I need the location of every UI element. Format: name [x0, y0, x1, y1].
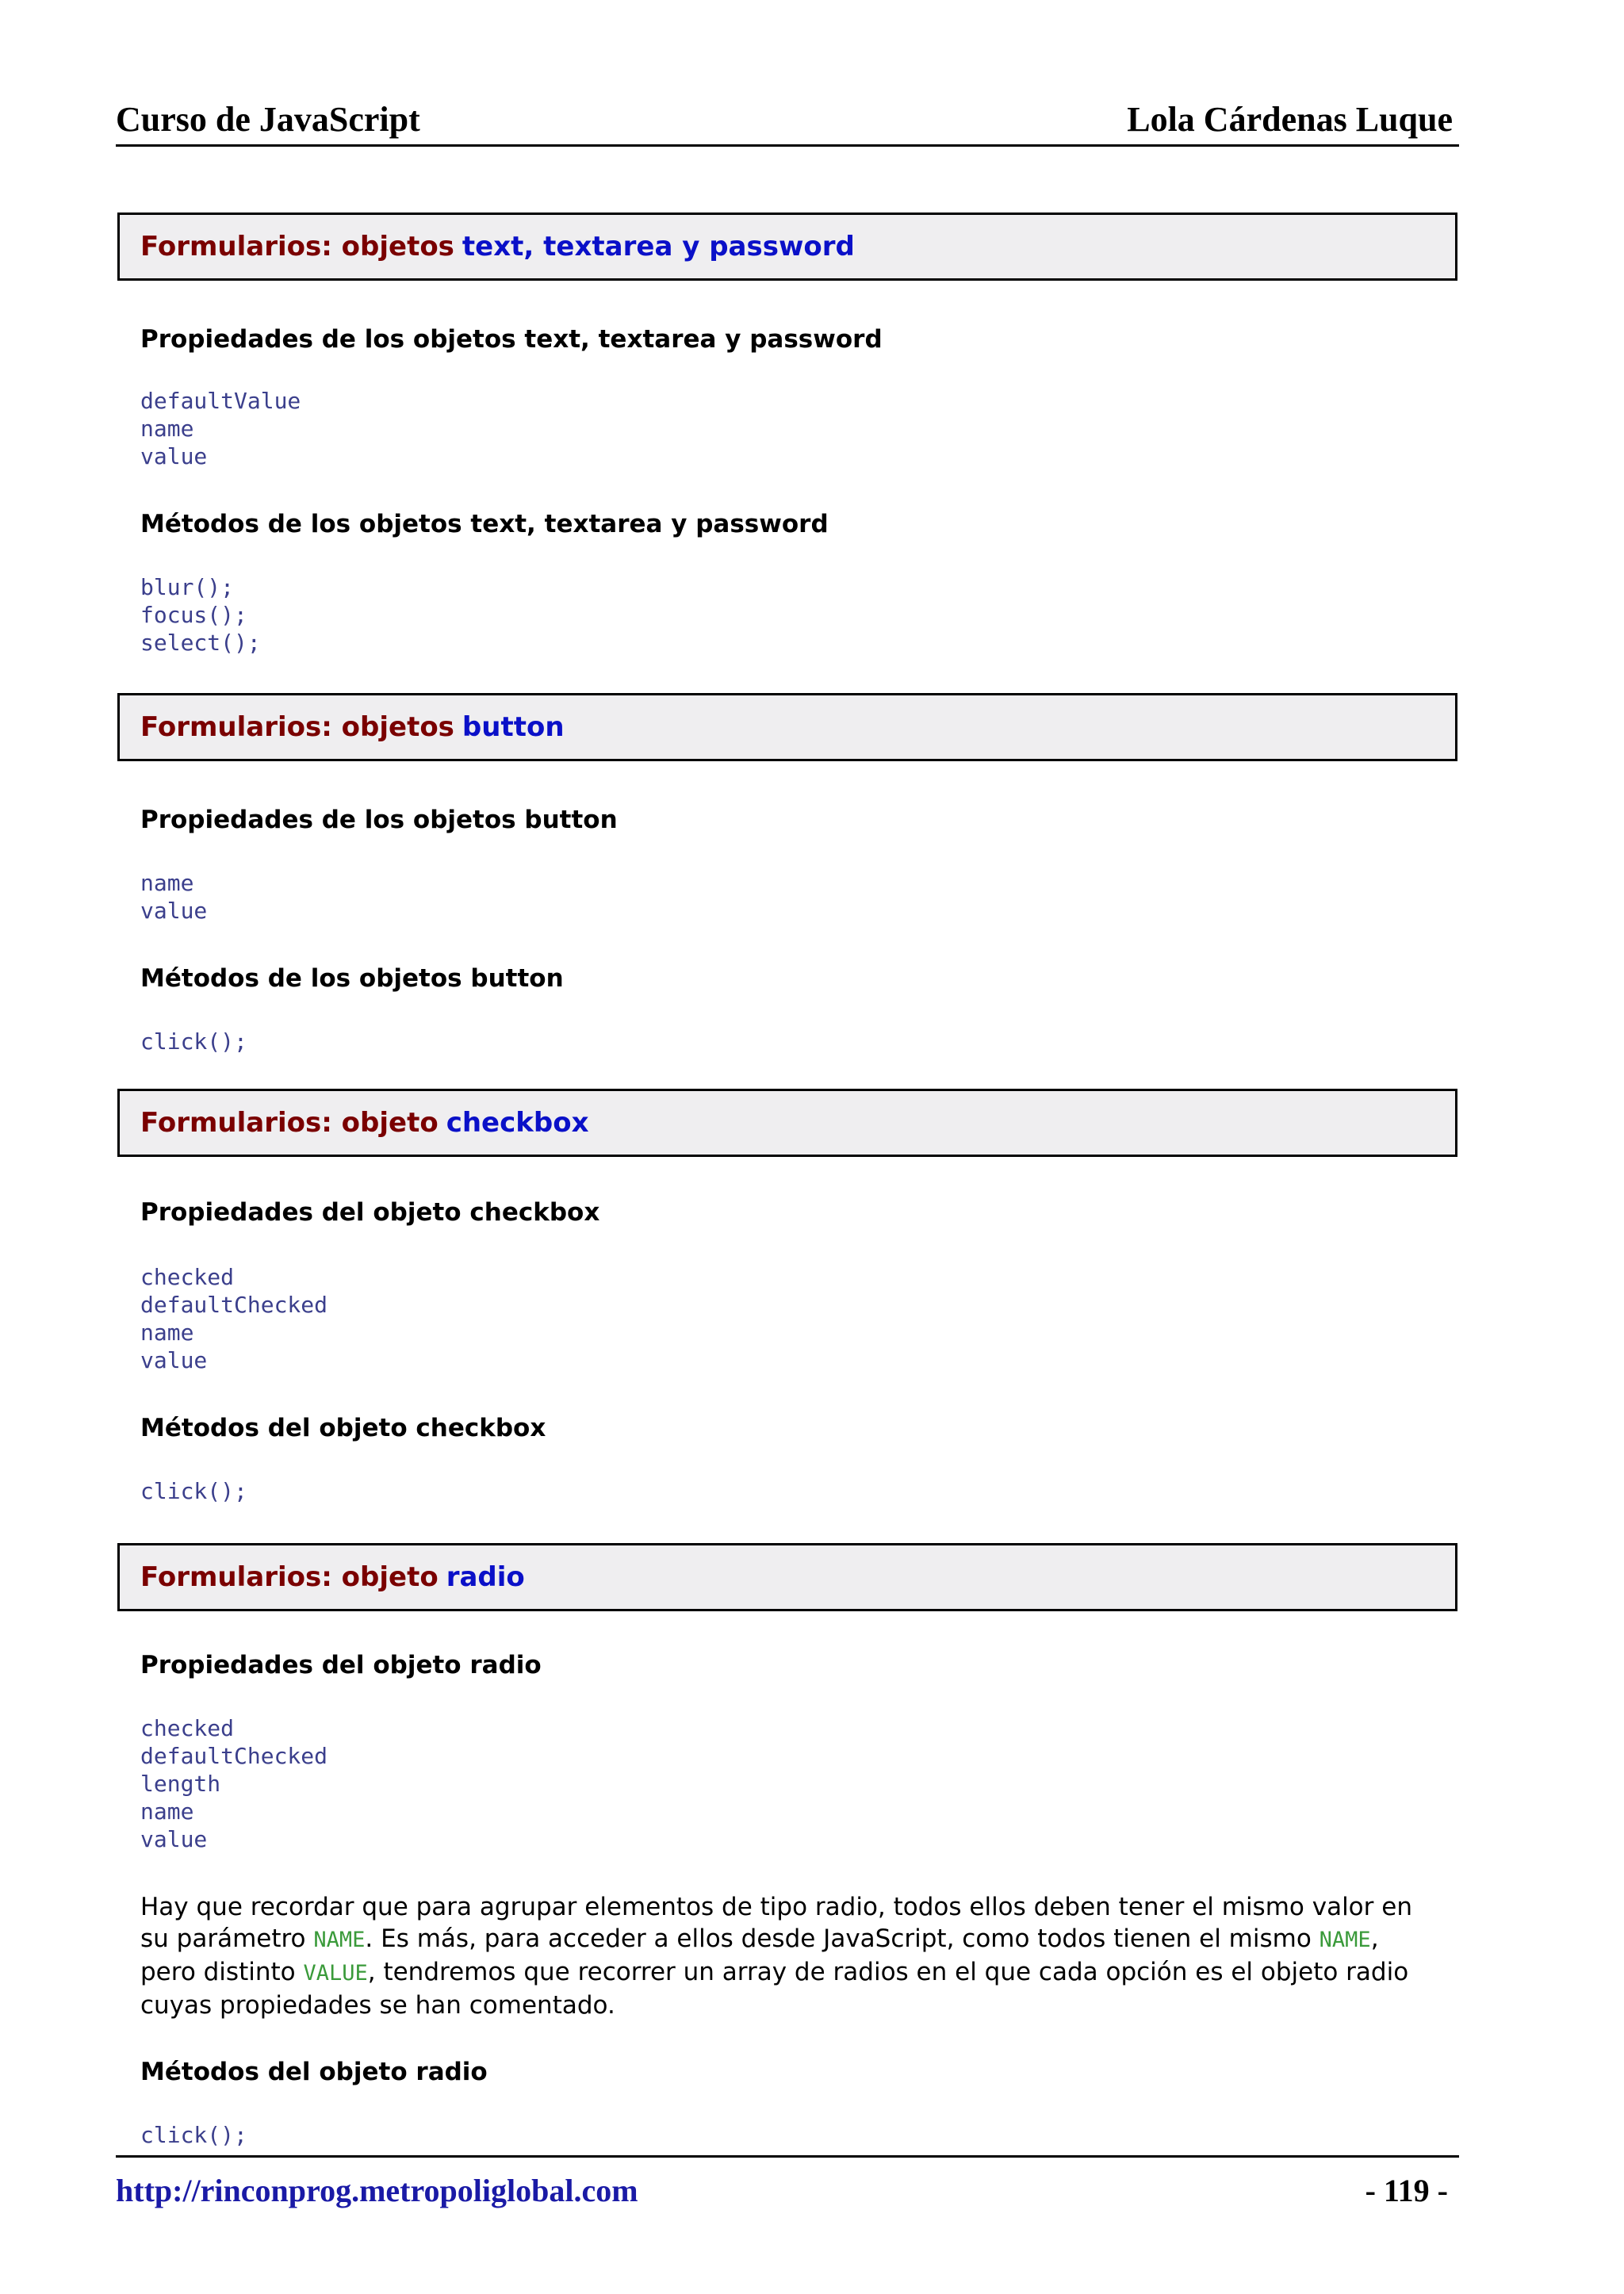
section-title-object: button [462, 711, 565, 743]
section-title-object: radio [446, 1561, 525, 1593]
property-item: defaultChecked [140, 1743, 328, 1769]
paragraph-text: . Es más, para acceder a ellos desde JavaScript, como todos tienen el mismo [365, 1924, 1320, 1953]
section-header-text-objects [117, 213, 1457, 281]
properties-heading: Propiedades de los objetos button [140, 806, 618, 834]
paragraph-text: , pero distinto [140, 1924, 1379, 1986]
property-item: name [140, 1319, 194, 1346]
keyword-name: NAME [1319, 1928, 1371, 1952]
property-item: value [140, 1826, 208, 1852]
section-title-object: text, textarea y password [462, 231, 855, 262]
method-item: click(); [140, 1478, 247, 1504]
property-item: checked [140, 1715, 235, 1741]
section-title-prefix: Formularios: objetos [140, 231, 454, 262]
section-title-prefix: Formularios: objeto [140, 1107, 439, 1139]
property-item: value [140, 1347, 208, 1373]
keyword-name: NAME [313, 1928, 366, 1952]
method-item: focus(); [140, 602, 247, 628]
page-header [116, 89, 1459, 147]
site-url-link[interactable]: http://rinconprog.metropoliglobal.com [116, 2173, 638, 2208]
methods-heading: Métodos del objeto radio [140, 2058, 488, 2086]
section-title-prefix: Formularios: objeto [140, 1561, 439, 1593]
methods-list [140, 573, 1457, 657]
properties-heading: Propiedades del objeto radio [140, 1651, 542, 1679]
keyword-value: VALUE [303, 1961, 368, 1986]
method-item: click(); [140, 2122, 247, 2148]
methods-heading: Métodos del objeto checkbox [140, 1414, 546, 1442]
paragraph-text: , tendremos que recorrer un array de radios en el que cada opción es el objeto radio cuyas propiedades se han comentado. [140, 1958, 1409, 2020]
page-footer [116, 2155, 1459, 2213]
property-item: name [140, 416, 194, 442]
property-item: length [140, 1771, 221, 1797]
properties-list [140, 1263, 1457, 1374]
method-item: select(); [140, 630, 261, 656]
section-header-button [117, 693, 1457, 761]
property-item: checked [140, 1264, 235, 1290]
property-item: name [140, 870, 194, 896]
properties-list [140, 1714, 1457, 1853]
property-item: value [140, 443, 208, 469]
method-item: blur(); [140, 574, 235, 600]
methods-heading: Métodos de los objetos text, textarea y password [140, 510, 829, 538]
properties-list [140, 869, 1457, 925]
course-title: Curso de JavaScript [116, 100, 420, 139]
properties-heading: Propiedades del objeto checkbox [140, 1198, 600, 1227]
paragraph-text: Hay que recordar que para agrupar elementos de tipo radio, todos ellos deben tener el mismo valor en su parámetro [140, 1893, 1412, 1953]
property-item: value [140, 898, 208, 924]
properties-list [140, 387, 1457, 470]
section-title-object: checkbox [446, 1107, 589, 1139]
section-header-radio [117, 1543, 1457, 1611]
author-name: Lola Cárdenas Luque [1127, 100, 1453, 139]
property-item: defaultValue [140, 388, 301, 414]
methods-list [140, 1028, 1457, 1055]
radio-explanation-paragraph [140, 1891, 1441, 2021]
methods-list [140, 2121, 1457, 2149]
properties-heading: Propiedades de los objetos text, textarea y password [140, 325, 883, 354]
section-header-checkbox [117, 1089, 1457, 1157]
methods-list [140, 1477, 1457, 1505]
methods-heading: Métodos de los objetos button [140, 964, 564, 993]
page-number: - 119 - [1365, 2173, 1448, 2208]
section-title-prefix: Formularios: objetos [140, 711, 454, 743]
property-item: name [140, 1798, 194, 1825]
property-item: defaultChecked [140, 1292, 328, 1318]
page-content [117, 213, 1457, 2149]
method-item: click(); [140, 1028, 247, 1055]
